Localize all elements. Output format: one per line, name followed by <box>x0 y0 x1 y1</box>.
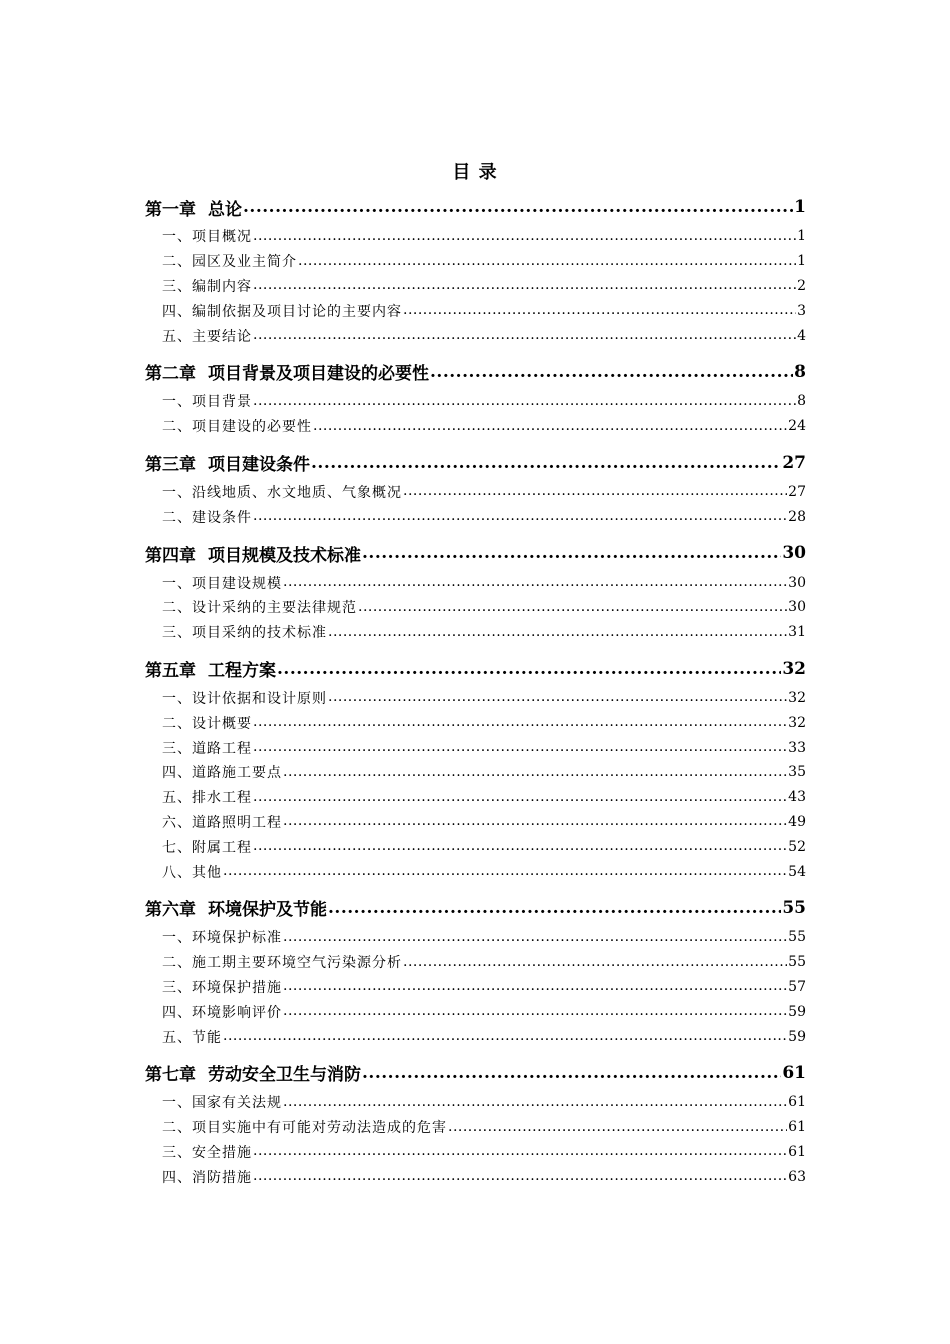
section-title: 一、项目概况 <box>162 229 252 246</box>
section-title: 五、主要结论 <box>162 328 252 345</box>
dot-leader <box>313 419 787 439</box>
section-page-number: 55 <box>788 929 806 946</box>
section-title: 一、项目建设规模 <box>162 575 282 592</box>
section-title: 四、道路施工要点 <box>162 765 282 782</box>
chapter-title: 项目背景及项目建设的必要性 <box>208 364 429 385</box>
dot-leader <box>253 229 796 249</box>
dot-leader <box>253 509 787 529</box>
section-page-number: 52 <box>788 838 806 855</box>
section-title: 二、设计概要 <box>162 715 252 732</box>
dot-leader <box>430 364 793 389</box>
section-title: 二、项目建设的必要性 <box>162 419 312 436</box>
dot-leader <box>362 545 781 570</box>
toc-chapter-entry[interactable] <box>145 536 806 570</box>
dot-leader <box>283 814 787 834</box>
dot-leader <box>223 864 787 884</box>
toc-section-entry[interactable] <box>145 785 806 810</box>
chapter-title: 总论 <box>208 199 242 220</box>
dot-leader <box>253 394 796 414</box>
dot-leader <box>253 328 796 348</box>
toc-section-entry[interactable] <box>145 686 806 711</box>
toc-chapter-entry[interactable] <box>145 190 806 224</box>
toc-section-entry[interactable] <box>145 414 806 439</box>
chapter-number: 第三章 <box>145 455 196 476</box>
section-page-number: 32 <box>788 689 806 706</box>
section-title: 二、园区及业主简介 <box>162 254 297 271</box>
dot-leader <box>277 661 781 686</box>
table-of-contents <box>145 190 806 1189</box>
dot-leader <box>253 839 787 859</box>
section-page-number: 59 <box>788 1028 806 1045</box>
section-title: 四、消防措施 <box>162 1169 252 1186</box>
section-page-number: 1 <box>797 253 806 270</box>
toc-section-entry[interactable] <box>145 999 806 1024</box>
section-page-number: 61 <box>788 1143 806 1160</box>
section-page-number: 63 <box>788 1168 806 1185</box>
section-page-number: 35 <box>788 764 806 781</box>
toc-section-entry[interactable] <box>145 274 806 299</box>
toc-section-entry[interactable] <box>145 1164 806 1189</box>
chapter-number: 第六章 <box>145 900 196 921</box>
chapter-heading <box>145 450 310 475</box>
chapter-page-number: 30 <box>782 543 806 564</box>
section-page-number: 30 <box>788 599 806 616</box>
toc-section-entry[interactable] <box>145 925 806 950</box>
section-page-number: 59 <box>788 1003 806 1020</box>
toc-chapter-entry[interactable] <box>145 446 806 480</box>
chapter-number: 第一章 <box>145 199 196 220</box>
section-title: 七、附属工程 <box>162 839 252 856</box>
chapter-number: 第五章 <box>145 661 196 682</box>
dot-leader <box>362 1065 781 1090</box>
dot-leader <box>253 1169 787 1189</box>
toc-section-entry[interactable] <box>145 760 806 785</box>
section-page-number: 33 <box>788 739 806 756</box>
chapter-heading <box>145 656 276 681</box>
dot-leader <box>448 1120 787 1140</box>
dot-leader <box>328 690 787 710</box>
dot-leader <box>253 1144 787 1164</box>
toc-section-entry[interactable] <box>145 834 806 859</box>
toc-section-entry[interactable] <box>145 975 806 1000</box>
dot-leader <box>253 278 796 298</box>
dot-leader <box>328 900 781 925</box>
section-page-number: 1 <box>797 228 806 245</box>
chapter-title: 项目规模及技术标准 <box>208 545 361 566</box>
section-title: 三、项目采纳的技术标准 <box>162 625 327 642</box>
chapter-number: 第二章 <box>145 364 196 385</box>
section-page-number: 61 <box>788 1094 806 1111</box>
toc-section-entry[interactable] <box>145 950 806 975</box>
section-title: 一、沿线地质、水文地质、气象概况 <box>162 484 402 501</box>
section-title: 三、安全措施 <box>162 1144 252 1161</box>
toc-chapter-entry[interactable] <box>145 355 806 389</box>
toc-section-entry[interactable] <box>145 504 806 529</box>
chapter-page-number: 8 <box>794 361 806 382</box>
toc-chapter-entry[interactable] <box>145 652 806 686</box>
section-page-number: 43 <box>788 789 806 806</box>
section-title: 二、设计采纳的主要法律规范 <box>162 600 357 617</box>
toc-section-entry[interactable] <box>145 389 806 414</box>
toc-section-entry[interactable] <box>145 859 806 884</box>
chapter-page-number: 1 <box>794 197 806 217</box>
chapter-heading <box>145 541 361 566</box>
chapter-title: 环境保护及节能 <box>208 900 327 921</box>
toc-chapter-entry[interactable] <box>145 1056 806 1090</box>
dot-leader <box>358 600 787 620</box>
dot-leader <box>311 455 781 480</box>
dot-leader <box>253 790 787 810</box>
chapter-page-number: 61 <box>782 1062 806 1083</box>
toc-section-entry[interactable] <box>145 298 806 323</box>
section-title: 一、设计依据和设计原则 <box>162 690 327 707</box>
toc-section-entry[interactable] <box>145 810 806 835</box>
dot-leader <box>283 1004 787 1024</box>
section-page-number: 2 <box>797 277 806 294</box>
dot-leader <box>283 1095 787 1115</box>
dot-leader <box>403 955 787 975</box>
toc-section-entry[interactable] <box>145 710 806 735</box>
toc-section-entry[interactable] <box>145 595 806 620</box>
toc-section-entry[interactable] <box>145 224 806 249</box>
section-page-number: 24 <box>788 418 806 435</box>
section-page-number: 4 <box>797 327 806 344</box>
section-page-number: 3 <box>797 302 806 319</box>
section-page-number: 49 <box>788 813 806 830</box>
section-page-number: 54 <box>788 863 806 880</box>
section-page-number: 28 <box>788 508 806 525</box>
section-page-number: 31 <box>788 624 806 641</box>
chapter-heading <box>145 359 429 384</box>
toc-section-entry[interactable] <box>145 1140 806 1165</box>
dot-leader <box>243 199 793 224</box>
chapter-title: 劳动安全卫生与消防 <box>208 1065 361 1086</box>
toc-section-entry[interactable] <box>145 480 806 505</box>
chapter-page-number: 27 <box>782 452 806 473</box>
toc-section-entry[interactable] <box>145 570 806 595</box>
section-page-number: 32 <box>788 714 806 731</box>
chapter-number: 第四章 <box>145 545 196 566</box>
section-title: 四、编制依据及项目讨论的主要内容 <box>162 303 402 320</box>
section-page-number: 8 <box>797 393 806 410</box>
dot-leader <box>403 484 787 504</box>
section-title: 八、其他 <box>162 864 222 881</box>
section-title: 二、项目实施中有可能对劳动法造成的危害 <box>162 1120 447 1137</box>
section-title: 二、施工期主要环境空气污染源分析 <box>162 955 402 972</box>
dot-leader <box>298 254 796 274</box>
section-page-number: 30 <box>788 574 806 591</box>
section-page-number: 57 <box>788 978 806 995</box>
section-title: 五、节能 <box>162 1029 222 1046</box>
section-title: 四、环境影响评价 <box>162 1004 282 1021</box>
section-title: 一、国家有关法规 <box>162 1095 282 1112</box>
dot-leader <box>403 303 796 323</box>
toc-section-entry[interactable] <box>145 735 806 760</box>
toc-section-entry[interactable] <box>145 1090 806 1115</box>
toc-section-entry[interactable] <box>145 249 806 274</box>
chapter-number: 第七章 <box>145 1065 196 1086</box>
toc-section-entry[interactable] <box>145 620 806 645</box>
section-title: 一、环境保护标准 <box>162 930 282 947</box>
dot-leader <box>283 575 787 595</box>
section-title: 五、排水工程 <box>162 790 252 807</box>
chapter-heading <box>145 1060 361 1085</box>
section-title: 二、建设条件 <box>162 509 252 526</box>
dot-leader <box>223 1029 787 1049</box>
chapter-title: 项目建设条件 <box>208 455 310 476</box>
section-title: 三、编制内容 <box>162 278 252 295</box>
toc-title: 目 录 <box>452 162 498 183</box>
toc-section-entry[interactable] <box>145 323 806 348</box>
section-title: 三、道路工程 <box>162 740 252 757</box>
section-page-number: 55 <box>788 954 806 971</box>
toc-section-entry[interactable] <box>145 1024 806 1049</box>
toc-chapter-entry[interactable] <box>145 891 806 925</box>
toc-section-entry[interactable] <box>145 1115 806 1140</box>
dot-leader <box>283 979 787 999</box>
dot-leader <box>253 715 787 735</box>
chapter-page-number: 32 <box>782 658 806 679</box>
dot-leader <box>283 765 787 785</box>
chapter-heading <box>145 195 242 220</box>
dot-leader <box>283 930 787 950</box>
section-title: 三、环境保护措施 <box>162 979 282 996</box>
section-title: 一、项目背景 <box>162 394 252 411</box>
chapter-page-number: 55 <box>782 897 806 918</box>
chapter-heading <box>145 895 327 920</box>
section-page-number: 27 <box>788 483 806 500</box>
dot-leader <box>328 625 787 645</box>
section-title: 六、道路照明工程 <box>162 814 282 831</box>
section-page-number: 61 <box>788 1119 806 1136</box>
chapter-title: 工程方案 <box>208 661 276 682</box>
dot-leader <box>253 740 787 760</box>
